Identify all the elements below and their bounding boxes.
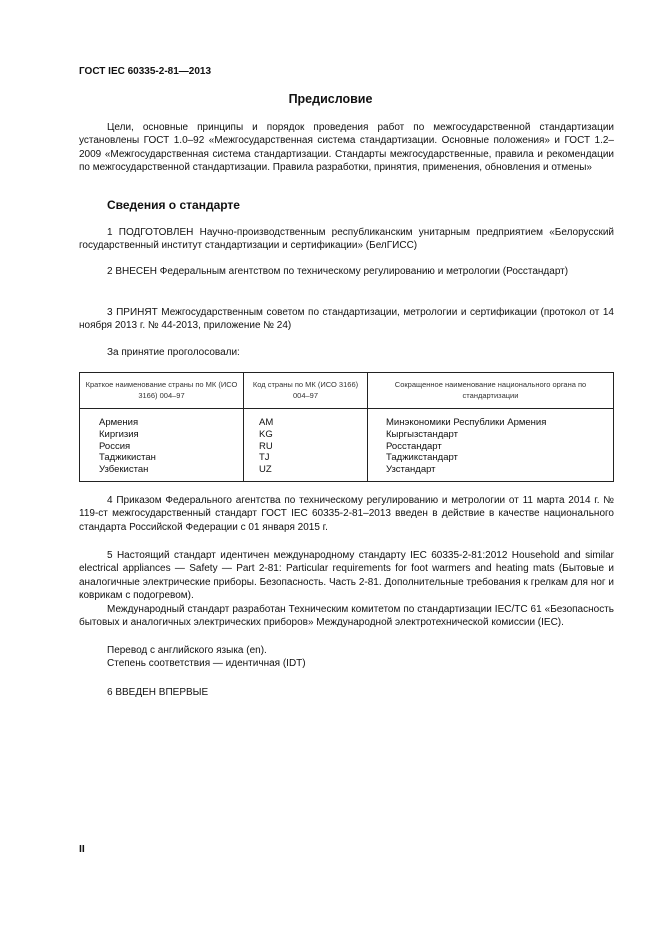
table-cell: AM <box>259 417 274 428</box>
table-cell: Кыргызстандарт <box>386 428 458 440</box>
item-3-paragraph: 3 ПРИНЯТ Межгосударственным советом по стандартизации, метрологии и сертификации (протокол от 14 ноября 2013 г. № 44-2013, приложение № 24) <box>79 307 614 332</box>
table-header-code: Код страны по МК (ИСО 3166) 004–97 <box>244 373 367 409</box>
table-cell: Армения <box>99 417 139 428</box>
table-cell: Таджикистан <box>99 452 156 464</box>
document-code: ГОСТ IEC 60335-2-81—2013 <box>79 66 212 77</box>
section-heading: Сведения о стандарте <box>107 198 240 212</box>
item-1-paragraph: 1 ПОДГОТОВЛЕН Научно-производственным республиканским унитарным предприятием «Белорусский государственный институт стандартизации и сертификации» (БелГИСС) <box>79 227 614 252</box>
page-number: II <box>79 843 85 855</box>
table-cell: Узстандарт <box>386 464 436 476</box>
table-cell: Россия <box>99 440 131 452</box>
item-5-committee-paragraph: Международный стандарт разработан Техническим комитетом по стандартизации IEC/TC 61 «Безопасность бытовых и аналогичных электрических приборов» Международной электротехнической комиссии (IEC). <box>79 604 614 629</box>
table-header-body: Сокращенное наименование национального органа по стандартизации <box>368 373 613 409</box>
table-header-country: Краткое наименование страны по МК (ИСО 3166) 004–97 <box>80 373 243 409</box>
foreword-paragraph: Цели, основные принципы и порядок проведения работ по межгосударственной стандартизации установлены ГОСТ 1.0–92 «Межгосударственная система стандартизации. Основные положения» и ГОСТ 1.2–2009 «Межгосударственная система стандартизации. Стандарты межгосударственные, правила и рекомендации по межгосударственной стандартизации. Правила разработки, принятия, применения, обновления и отмены» <box>79 122 614 174</box>
table-cell: Киргизия <box>99 428 139 440</box>
item-5-translation-paragraph: Перевод с английского языка (en). <box>107 645 267 656</box>
table-cell: Минэкономики Республики Армения <box>386 417 547 428</box>
item-5-conformity-paragraph: Степень соответствия — идентичная (IDT) <box>107 658 306 669</box>
table-cell: UZ <box>259 464 272 476</box>
page-title: Предисловие <box>288 92 373 106</box>
table-cell: TJ <box>259 452 270 464</box>
table-cell: KG <box>259 428 273 440</box>
voted-label: За принятие проголосовали: <box>107 347 240 358</box>
item-2-paragraph: 2 ВНЕСЕН Федеральным агентством по техническому регулированию и метрологии (Росстандарт) <box>107 266 569 277</box>
table-cell: Узбекистан <box>99 464 149 476</box>
item-6-paragraph: 6 ВВЕДЕН ВПЕРВЫЕ <box>107 687 209 698</box>
voting-table <box>79 372 614 482</box>
table-cell: Таджикстандарт <box>386 452 458 464</box>
item-5-paragraph: 5 Настоящий стандарт идентичен международному стандарту IEC 60335-2-81:2012 Household and similar electrical appliances — Safety — Part 2-81: Particular requirements for foot warmers and heating mats (Бытовые и аналогичные электрические приборы. Безопасность. Часть 2-81. Дополнительные требования к грелкам для ног и коврикам с подогревом). <box>79 550 614 602</box>
item-4-paragraph: 4 Приказом Федерального агентства по техническому регулированию и метрологии от 11 марта 2014 г. № 119-ст межгосударственный стандарт ГОСТ IEC 60335-2-81–2013 введен в действие в качестве национального стандарта Российской Федерации с 01 января 2015 г. <box>79 495 614 533</box>
table-cell: RU <box>259 440 273 452</box>
table-column-body <box>368 373 613 481</box>
table-column-country <box>80 373 244 481</box>
table-column-code <box>244 373 368 481</box>
table-cell: Росстандарт <box>386 440 442 452</box>
